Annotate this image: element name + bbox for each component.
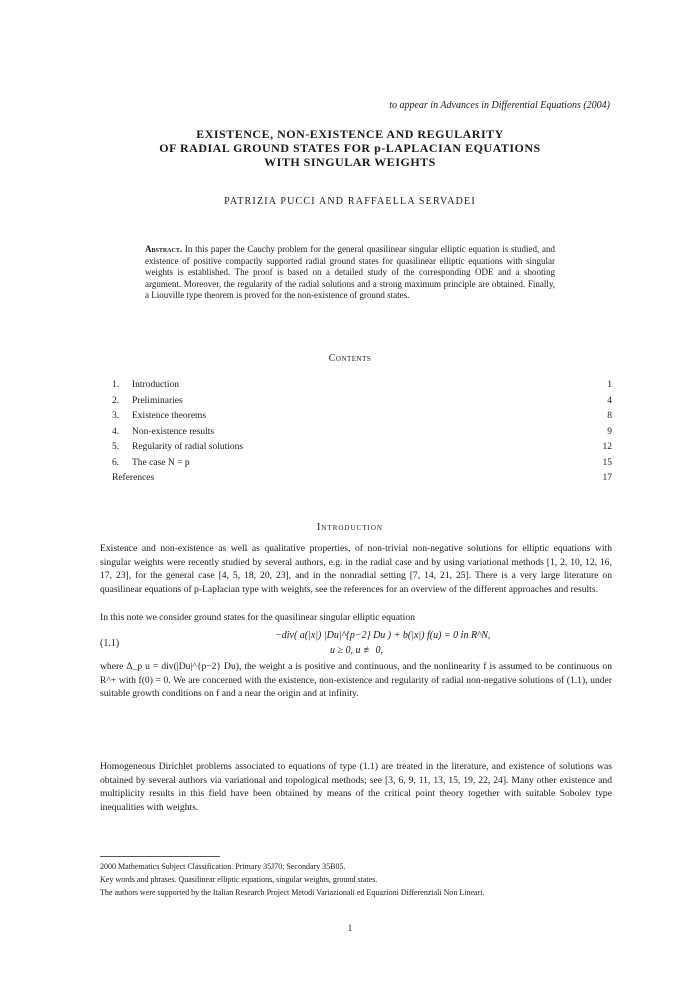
title-line: WITH SINGULAR WEIGHTS [264,155,436,169]
section-heading: Introduction [317,522,383,533]
authors: PATRIZIA PUCCI AND RAFFAELLA SERVADEI [224,196,476,207]
journal-note: to appear in Advances in Differential Equations (2004) [389,100,610,111]
toc-title: References [112,473,155,483]
toc-number: 5. [112,442,120,452]
toc-number: 1. [112,380,120,390]
title-line: OF RADIAL GROUND STATES FOR p-LAPLACIAN EQUATIONS [159,141,541,155]
toc-entry[interactable] [112,425,612,441]
toc-number: 4. [112,426,120,437]
body-paragraph: Homogeneous Dirichlet problems associated to equations of type (1.1) are treated in the literature, and existence of solutions was obtained by several authors via variational and topological methods; see [3, 6, 9, 11, 13, 15, 19, 22, 24]. Many other existence and multiplicity results in this field have been obtained by means of the critical point theory together with suitable Sobolev type inequalities with weights. [100,761,612,813]
toc-page: 17 [602,473,612,483]
abstract-text: In this paper the Cauchy problem for the general quasilinear singular elliptic equation is studied, and existence of positive compactly supported radial ground states for quasilinear elliptic equations with singular weights is established. The proof is based on a detailed study of the corresponding ODE and a shooting argument. Moreover, the regularity of the radial solutions and a strong maximum principle are obtained. Finally, a Liouville type theorem is proved for the non-existence of ground states. [145,244,555,300]
toc-title: Regularity of radial solutions [132,442,244,452]
toc-entry[interactable] [112,378,612,394]
equation-line: −div( a(|x|) |Du|^{p−2} Du ) + b(|x|) f(u) = 0 in R^N, [275,630,491,641]
toc-number: 2. [112,395,120,406]
title-line: EXISTENCE, NON-EXISTENCE AND REGULARITY [196,127,504,141]
toc-title: Non-existence results [132,426,215,437]
body-paragraph: Existence and non-existence as well as qualitative properties, of non-trivial non-negative solutions for elliptic equations with singular weights were recently studied by several authors, e.g. in the radial case and by using variational methods [1, 2, 10, 12, 16, 17, 23], for the general case [4, 5, 18, 20, 23], and in the nonradial setting [7, 14, 21, 25]. There is a very large literature on quasilinear equations of p-Laplacian type with weights, see the references for an overview of the different approaches and results. [100,543,612,595]
footnote: The authors were supported by the Italian Research Project Metodi Variazionali ed Equazioni Differenziali Non Lineari. [100,888,485,897]
toc-page: 15 [602,457,612,468]
table-of-contents [112,378,612,487]
toc-page: 9 [607,426,612,437]
toc-entry[interactable] [112,456,612,472]
equation-number: (1.1) [100,638,120,649]
abstract [145,244,555,302]
toc-page: 4 [607,395,612,406]
toc-entry[interactable] [112,440,612,456]
toc-number: 6. [112,457,120,468]
toc-title: Preliminaries [132,395,183,406]
toc-page: 12 [602,442,612,452]
toc-number: 3. [112,411,120,421]
toc-page: 8 [607,411,612,421]
toc-entry[interactable] [112,394,612,410]
contents-heading: Contents [328,353,372,364]
footnote: Key words and phrases. Quasilinear elliptic equations, singular weights, ground states. [100,875,378,884]
toc-title: Introduction [132,380,179,390]
toc-title: The case N = p [132,457,190,468]
body-paragraph: In this note we consider ground states for the quasilinear singular elliptic equation [100,612,415,623]
footnotes [100,860,612,899]
abstract-label: Abstract. [145,244,183,254]
paper-title [100,127,600,169]
footnote-divider [100,856,220,857]
body-paragraph: where Δ_p u = div(|Du|^{p−2} Du), the weight a is positive and continuous, and the nonlinearity f is assumed to be continuous on R^+ with f(0) = 0. We are concerned with the existence, non-existence and regularity of radial non-negative solutions of (1.1), under suitable growth conditions on f and a near the origin and at infinity. [100,661,612,700]
toc-title: Existence theorems [132,411,207,421]
equation-block [100,630,612,660]
footnote: 2000 Mathematics Subject Classification. Primary 35J70; Secondary 35B05. [100,862,346,871]
page-number: 1 [347,923,353,933]
toc-entry-references[interactable] [112,471,612,487]
equation-line: u ≥ 0, u ≢ 0, [330,645,383,656]
toc-page: 1 [607,380,612,390]
toc-entry[interactable] [112,409,612,425]
